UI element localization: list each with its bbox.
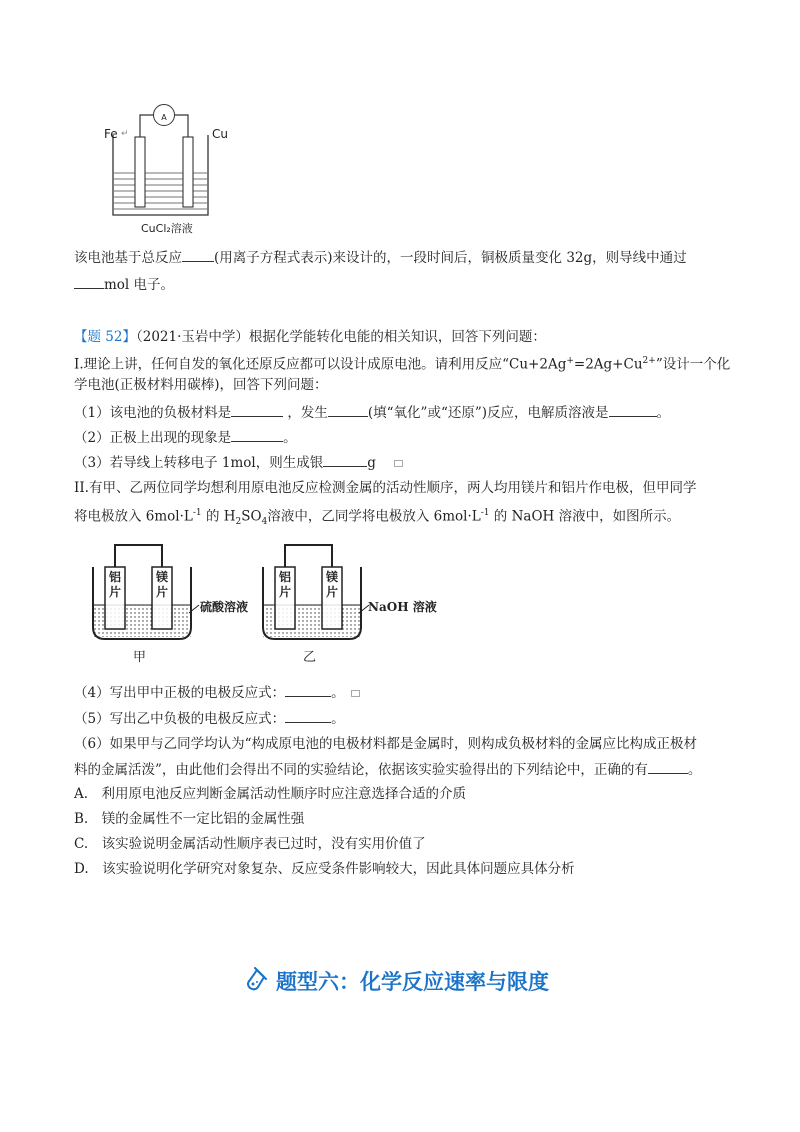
- q52-sub-6-line-2: 料的金属活泼”，由此他们会得出不同的实验结论，依据该实验实验得出的下列结论中，正确的有 。: [74, 759, 701, 780]
- fe-label: Fe: [104, 127, 118, 141]
- jia-caption: 甲: [133, 650, 147, 665]
- q52-II-line-2: 将电极放入 $6mol\cdot L^{-1}$ 的 $H_2SO_4$溶液中，乙同学将电极放入 $6mol\cdot L^{-1}$ 的 NaOH 溶液中，如图所示。: [74, 508, 681, 528]
- ammeter-label: A: [161, 113, 167, 122]
- q52-sub-1: （1）该电池的负极材料是 ，发生 (填“氧化”或“还原”)反应，电解质溶液是 。: [74, 402, 670, 423]
- yi-right-electrode-label: 镁 片: [325, 570, 338, 599]
- q52-sub-3: （3）若导线上转移电子 1mol，则生成银 g: [74, 452, 403, 473]
- q52-sub-2: （2）正极上出现的现象是 。: [74, 427, 297, 448]
- jia-solution-label: 硫酸溶液: [200, 600, 249, 614]
- edit-mark-icon: [394, 460, 403, 467]
- jia-left-electrode-label: 铝 片: [108, 570, 121, 599]
- solution-label: CuCl₂溶液: [141, 222, 193, 235]
- jia-right-electrode-label: 镁 片: [155, 570, 168, 599]
- intro-line-1: 该电池基于总反应 (用离子方程式表示)来设计的，一段时间后，铜极质量变化 32g，则导线中通过: [74, 247, 687, 268]
- yi-solution-label: NaOH 溶液: [368, 600, 437, 614]
- yi-left-electrode-label: 铝 片: [278, 570, 291, 599]
- option-c: C. 该实验说明金属活动性顺序表已过时，没有实用价值了: [74, 836, 426, 852]
- q52-I-line-1: I.理论上讲，任何自发的氧化还原反应都可以设计成原电池。请利用反应“$Cu+2Ag^+=2Ag+Cu^{2+}$”设计一个化: [74, 356, 731, 373]
- yi-caption: 乙: [303, 650, 317, 665]
- q52-tag: 【题 52】: [74, 329, 136, 345]
- q52-sub-4: （4）写出甲中正极的电极反应式： 。: [74, 682, 360, 703]
- option-d: D. 该实验说明化学研究对象复杂、反应受条件影响较大，因此具体问题应具体分析: [74, 861, 575, 877]
- q52-II-line-1: II.有甲、乙两位同学均想利用原电池反应检测金属的活动性顺序，两人均用镁片和铝片作电极，但甲同学: [74, 480, 697, 496]
- intro-line-2: mol 电子。: [74, 274, 174, 295]
- q52-sub-6-line-1: （6）如果甲与乙同学均认为“构成原电池的电极材料都是金属时，则构成负极材料的金属应比构成正极材: [74, 736, 697, 752]
- anchor-mark: ↵: [121, 129, 129, 139]
- q52-I-line-2: 学电池(正极材料用碳棒)，回答下列问题：: [74, 377, 328, 393]
- section-title: 题型六：化学反应速率与限度: [276, 970, 549, 994]
- flask-icon: [244, 967, 270, 993]
- cu-label: Cu: [212, 127, 228, 141]
- q52-sub-5: （5）写出乙中负极的电极反应式： 。: [74, 708, 345, 729]
- option-b: B. 镁的金属性不一定比铝的金属性强: [74, 811, 305, 827]
- q52-header: 【题 52】（2021·玉岩中学）根据化学能转化电能的相关知识，回答下列问题：: [74, 329, 546, 345]
- ammeter: [153, 104, 175, 126]
- option-a: A. 利用原电池反应判断金属活动性顺序时应注意选择合适的介质: [74, 786, 467, 802]
- edit-mark-icon-2: [351, 690, 360, 697]
